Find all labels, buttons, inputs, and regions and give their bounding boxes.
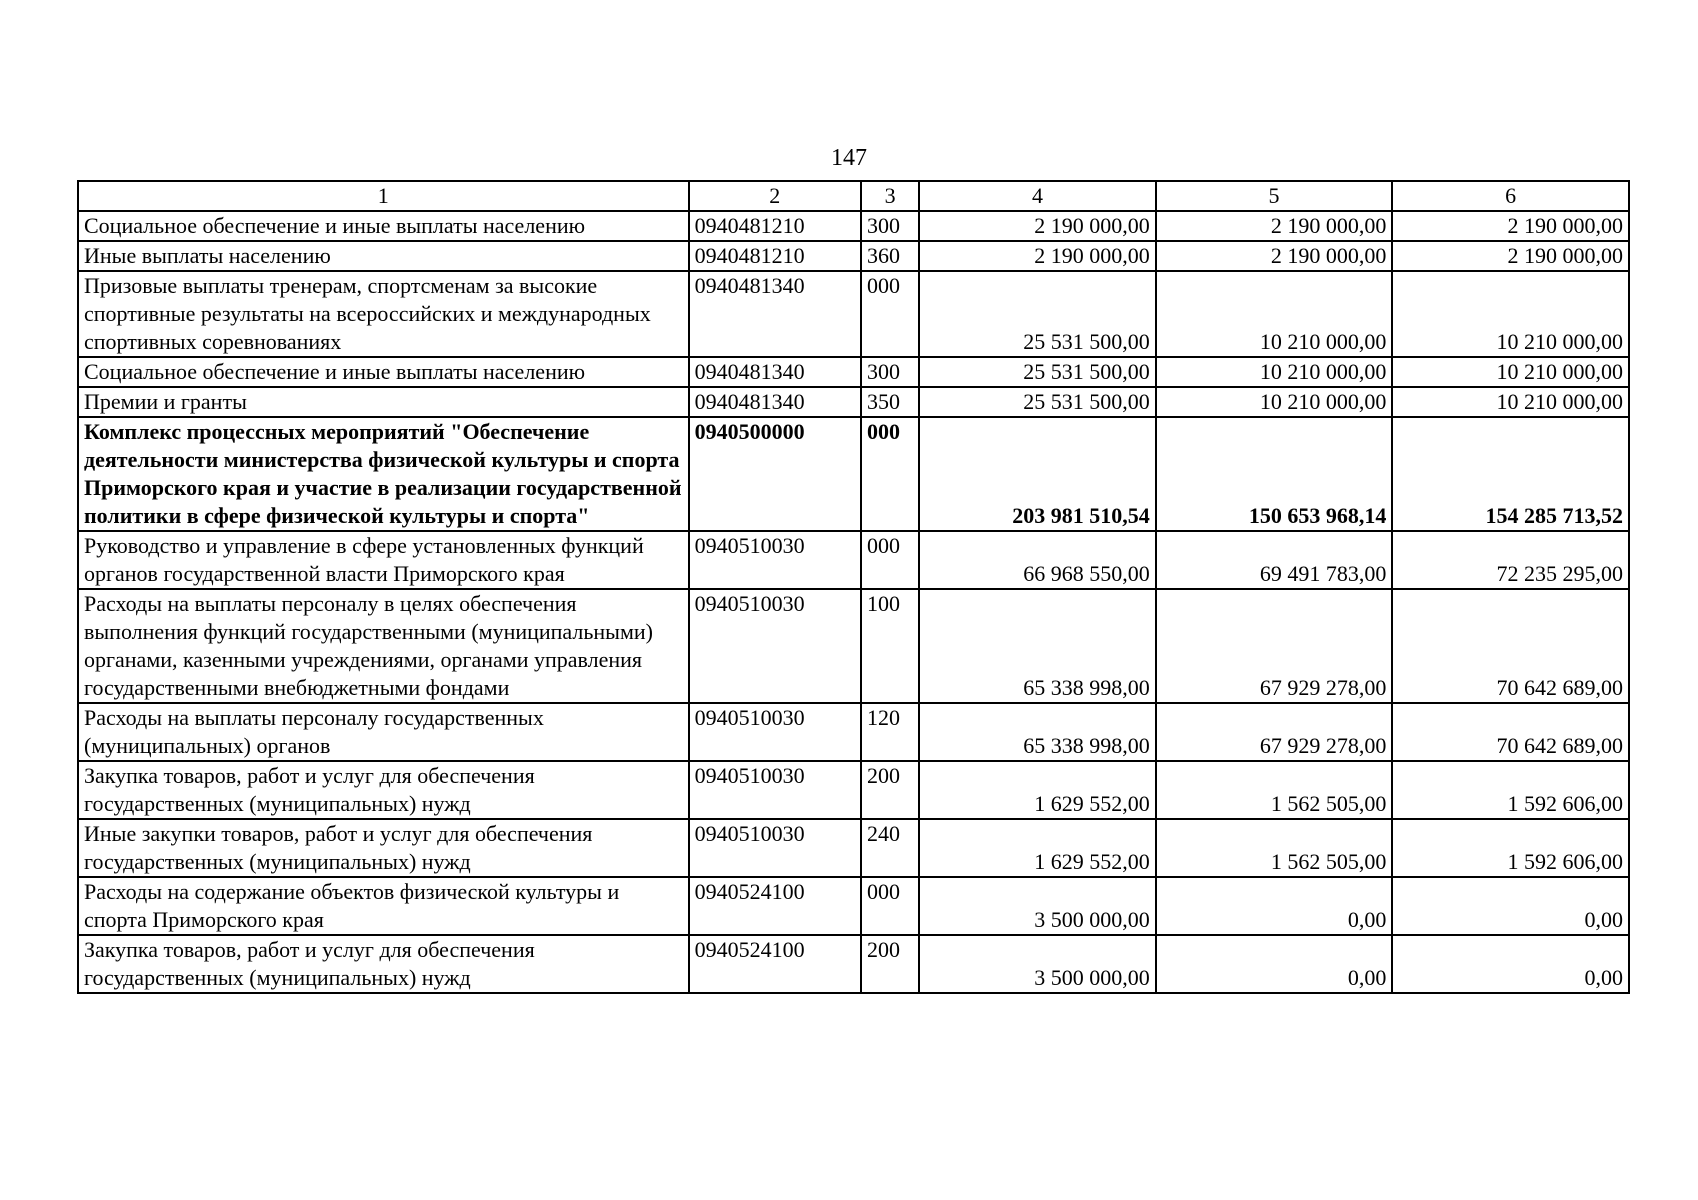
table-row: [78, 877, 1629, 935]
row-value-cell-6: 1 592 606,00: [1392, 761, 1629, 819]
row-value-cell-6: 2 190 000,00: [1392, 211, 1629, 241]
row-kind-cell: 360: [861, 241, 919, 271]
row-value-cell-5: 69 491 783,00: [1156, 531, 1393, 589]
row-kind-cell: 300: [861, 357, 919, 387]
row-kind-cell: 100: [861, 589, 919, 703]
row-code-cell: 0940510030: [689, 761, 861, 819]
row-value-cell-6: 2 190 000,00: [1392, 241, 1629, 271]
header-cell-5: 5: [1156, 181, 1393, 211]
row-kind-cell: 200: [861, 935, 919, 993]
row-code-cell: 0940481210: [689, 211, 861, 241]
row-value-cell-6: 10 210 000,00: [1392, 357, 1629, 387]
row-value-cell-4: 25 531 500,00: [919, 387, 1156, 417]
row-kind-cell: 120: [861, 703, 919, 761]
row-kind-cell: 350: [861, 387, 919, 417]
page-number: 147: [831, 145, 867, 171]
row-value-cell-4: 2 190 000,00: [919, 241, 1156, 271]
header-cell-1: 1: [78, 181, 689, 211]
row-name-cell: Призовые выплаты тренерам, спортсменам за высокие спортивные результаты на всероссийских и международных спортивных соревнованиях: [78, 271, 689, 357]
row-code-cell: 0940510030: [689, 531, 861, 589]
row-name-cell: Премии и гранты: [78, 387, 689, 417]
table-row: [78, 531, 1629, 589]
row-name-cell: Социальное обеспечение и иные выплаты населению: [78, 211, 689, 241]
row-value-cell-5: 0,00: [1156, 935, 1393, 993]
row-value-cell-4: 25 531 500,00: [919, 357, 1156, 387]
row-value-cell-4: 1 629 552,00: [919, 819, 1156, 877]
row-code-cell: 0940481340: [689, 387, 861, 417]
header-cell-2: 2: [689, 181, 861, 211]
row-name-cell: Комплекс процессных мероприятий "Обеспечение деятельности министерства физической культуры и спорта Приморского края и участие в реализации государственной политики в сфере физической культуры и спорта": [78, 417, 689, 531]
row-kind-cell: 000: [861, 531, 919, 589]
row-value-cell-6: 0,00: [1392, 877, 1629, 935]
row-value-cell-5: 10 210 000,00: [1156, 387, 1393, 417]
row-code-cell: 0940481340: [689, 271, 861, 357]
table-row: [78, 387, 1629, 417]
table-row: [78, 417, 1629, 531]
row-code-cell: 0940510030: [689, 819, 861, 877]
row-value-cell-4: 203 981 510,54: [919, 417, 1156, 531]
row-value-cell-6: 0,00: [1392, 935, 1629, 993]
row-value-cell-6: 10 210 000,00: [1392, 271, 1629, 357]
table-row: [78, 271, 1629, 357]
table-body: [78, 211, 1629, 993]
row-value-cell-4: 66 968 550,00: [919, 531, 1156, 589]
row-name-cell: Расходы на содержание объектов физической культуры и спорта Приморского края: [78, 877, 689, 935]
row-kind-cell: 000: [861, 271, 919, 357]
row-name-cell: Социальное обеспечение и иные выплаты населению: [78, 357, 689, 387]
row-value-cell-6: 72 235 295,00: [1392, 531, 1629, 589]
row-code-cell: 0940500000: [689, 417, 861, 531]
row-name-cell: Закупка товаров, работ и услуг для обеспечения государственных (муниципальных) нужд: [78, 761, 689, 819]
row-kind-cell: 200: [861, 761, 919, 819]
row-value-cell-4: 3 500 000,00: [919, 877, 1156, 935]
table-row: [78, 241, 1629, 271]
row-code-cell: 0940524100: [689, 877, 861, 935]
row-value-cell-6: 70 642 689,00: [1392, 589, 1629, 703]
row-kind-cell: 300: [861, 211, 919, 241]
row-value-cell-5: 10 210 000,00: [1156, 271, 1393, 357]
header-cell-3: 3: [861, 181, 919, 211]
row-value-cell-6: 70 642 689,00: [1392, 703, 1629, 761]
row-code-cell: 0940510030: [689, 703, 861, 761]
row-name-cell: Иные закупки товаров, работ и услуг для обеспечения государственных (муниципальных) нужд: [78, 819, 689, 877]
row-kind-cell: 240: [861, 819, 919, 877]
row-kind-cell: 000: [861, 417, 919, 531]
row-name-cell: Расходы на выплаты персоналу в целях обеспечения выполнения функций государственными (муниципальными) органами, казенными учреждениями, органами управления государственными внебюджетными фондами: [78, 589, 689, 703]
table-row: [78, 819, 1629, 877]
row-kind-cell: 000: [861, 877, 919, 935]
header-cell-6: 6: [1392, 181, 1629, 211]
row-name-cell: Иные выплаты населению: [78, 241, 689, 271]
row-value-cell-5: 10 210 000,00: [1156, 357, 1393, 387]
row-code-cell: 0940481340: [689, 357, 861, 387]
table-header: [78, 181, 1629, 211]
row-value-cell-5: 0,00: [1156, 877, 1393, 935]
header-row: [78, 181, 1629, 211]
row-code-cell: 0940510030: [689, 589, 861, 703]
table-row: [78, 589, 1629, 703]
table-row: [78, 935, 1629, 993]
row-value-cell-6: 10 210 000,00: [1392, 387, 1629, 417]
row-value-cell-4: 2 190 000,00: [919, 211, 1156, 241]
row-value-cell-4: 3 500 000,00: [919, 935, 1156, 993]
table-row: [78, 211, 1629, 241]
row-value-cell-4: 25 531 500,00: [919, 271, 1156, 357]
row-code-cell: 0940524100: [689, 935, 861, 993]
row-value-cell-5: 2 190 000,00: [1156, 211, 1393, 241]
row-value-cell-6: 1 592 606,00: [1392, 819, 1629, 877]
row-value-cell-5: 67 929 278,00: [1156, 703, 1393, 761]
row-name-cell: Закупка товаров, работ и услуг для обеспечения государственных (муниципальных) нужд: [78, 935, 689, 993]
row-name-cell: Расходы на выплаты персоналу государственных (муниципальных) органов: [78, 703, 689, 761]
row-value-cell-5: 150 653 968,14: [1156, 417, 1393, 531]
row-value-cell-4: 65 338 998,00: [919, 703, 1156, 761]
budget-table: [77, 180, 1630, 994]
table-row: [78, 703, 1629, 761]
row-value-cell-5: 2 190 000,00: [1156, 241, 1393, 271]
header-cell-4: 4: [919, 181, 1156, 211]
row-value-cell-4: 65 338 998,00: [919, 589, 1156, 703]
row-value-cell-4: 1 629 552,00: [919, 761, 1156, 819]
row-value-cell-6: 154 285 713,52: [1392, 417, 1629, 531]
table-row: [78, 357, 1629, 387]
row-name-cell: Руководство и управление в сфере установленных функций органов государственной власти Приморского края: [78, 531, 689, 589]
row-value-cell-5: 1 562 505,00: [1156, 819, 1393, 877]
row-value-cell-5: 67 929 278,00: [1156, 589, 1393, 703]
row-value-cell-5: 1 562 505,00: [1156, 761, 1393, 819]
table-row: [78, 761, 1629, 819]
row-code-cell: 0940481210: [689, 241, 861, 271]
